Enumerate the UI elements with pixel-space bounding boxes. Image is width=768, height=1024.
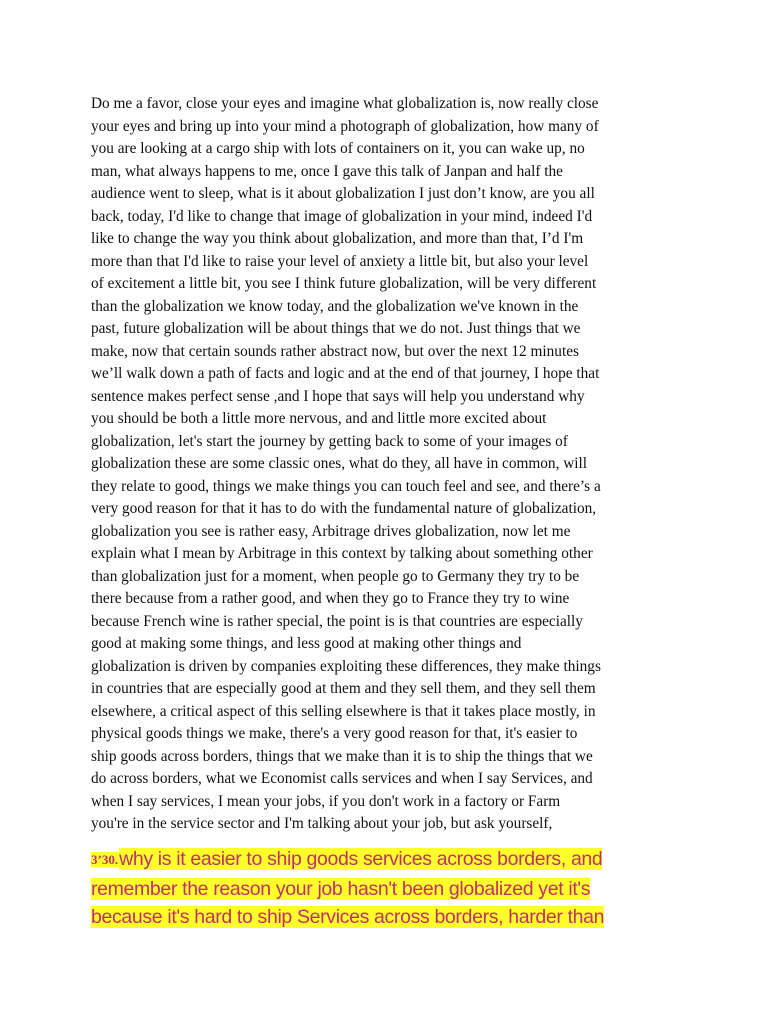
paragraph-line: they relate to good, things we make things you can touch feel and see, and there’s a bbox=[91, 477, 601, 495]
paragraph-line: globalization is driven by companies exploiting these differences, they make things bbox=[91, 657, 601, 675]
paragraph-line: very good reason for that it has to do with the fundamental nature of globalization, bbox=[91, 500, 597, 517]
paragraph-line: past, future globalization will be about things that we do not. Just things that we bbox=[91, 320, 581, 337]
paragraph-line: audience went to sleep, what is it about globalization I just don’t know, are you all bbox=[91, 185, 595, 202]
paragraph-line: ship goods across borders, things that we make than it is to ship the things that we bbox=[91, 747, 593, 765]
paragraph-line: like to change the way you think about globalization, and more than that, I’d I'm bbox=[91, 230, 584, 247]
paragraph-line: we’ll walk down a path of facts and logic and at the end of that journey, I hope that bbox=[91, 365, 600, 382]
paragraph-line: there because from a rather good, and when they go to France they try to wine bbox=[91, 590, 570, 607]
paragraph-line: than globalization just for a moment, when people go to Germany they try to be bbox=[91, 567, 580, 585]
highlighted-line bbox=[91, 875, 691, 904]
highlighted-line bbox=[91, 903, 691, 932]
paragraph-line: elsewhere, a critical aspect of this selling elsewhere is that it takes place mostly, in bbox=[91, 702, 596, 720]
paragraph-line: physical goods things we make, there's a very good reason for that, it's easier to bbox=[91, 725, 578, 742]
highlighted-text: why is it easier to ship goods services across borders, and bbox=[119, 848, 603, 870]
paragraph-line: Do me a favor, close your eyes and imagine what globalization is, now really close bbox=[91, 95, 599, 112]
highlighted-passage bbox=[91, 845, 691, 932]
paragraph-line: in countries that are especially good at them and they sell them, and they sell them bbox=[91, 680, 596, 697]
transcript-paragraph bbox=[91, 93, 691, 836]
paragraph-line: your eyes and bring up into your mind a photograph of globalization, how many of bbox=[91, 117, 599, 135]
paragraph-line: you're in the service sector and I'm talking about your job, but ask yourself, bbox=[91, 815, 553, 832]
paragraph-line: than the globalization we know today, and the globalization we've known in the bbox=[91, 297, 579, 315]
highlighted-text: remember the reason your job hasn't been globalized yet it's bbox=[91, 877, 591, 900]
paragraph-line: more than that I'd like to raise your level of anxiety a little bit, but also your level bbox=[91, 252, 589, 270]
paragraph-line: good at making some things, and less good at making other things and bbox=[91, 635, 522, 652]
paragraph-line: globalization you see is rather easy, Arbitrage drives globalization, now let me bbox=[91, 522, 571, 540]
paragraph-line: back, today, I'd like to change that image of globalization in your mind, indeed I'd bbox=[91, 207, 593, 225]
paragraph-line: you should be both a little more nervous, and and little more excited about bbox=[91, 410, 547, 427]
highlighted-line bbox=[91, 845, 691, 875]
paragraph-line: you are looking at a cargo ship with lots of containers on it, you can wake up, no bbox=[91, 140, 585, 157]
highlighted-text: because it's hard to ship Services across borders, harder than bbox=[91, 906, 605, 929]
paragraph-line: man, what always happens to me, once I gave this talk of Janpan and half the bbox=[91, 162, 563, 180]
paragraph-line: of excitement a little bit, you see I think future globalization, will be very different bbox=[91, 275, 597, 292]
paragraph-line: when I say services, I mean your jobs, if you don't work in a factory or Farm bbox=[91, 792, 561, 810]
paragraph-line: do across borders, what we Economist calls services and when I say Services, and bbox=[91, 770, 593, 787]
paragraph-line: sentence makes perfect sense ,and I hope that says will help you understand why bbox=[91, 387, 585, 405]
paragraph-line: globalization, let's start the journey by getting back to some of your images of bbox=[91, 432, 568, 450]
paragraph-line: explain what I mean by Arbitrage in this context by talking about something other bbox=[91, 545, 593, 562]
paragraph-line: because French wine is rather special, the point is is that countries are especially bbox=[91, 612, 583, 630]
timestamp: 3’30. bbox=[91, 852, 119, 867]
paragraph-line: make, now that certain sounds rather abstract now, but over the next 12 minutes bbox=[91, 342, 579, 360]
paragraph-line: globalization these are some classic ones, what do they, all have in common, will bbox=[91, 455, 588, 472]
